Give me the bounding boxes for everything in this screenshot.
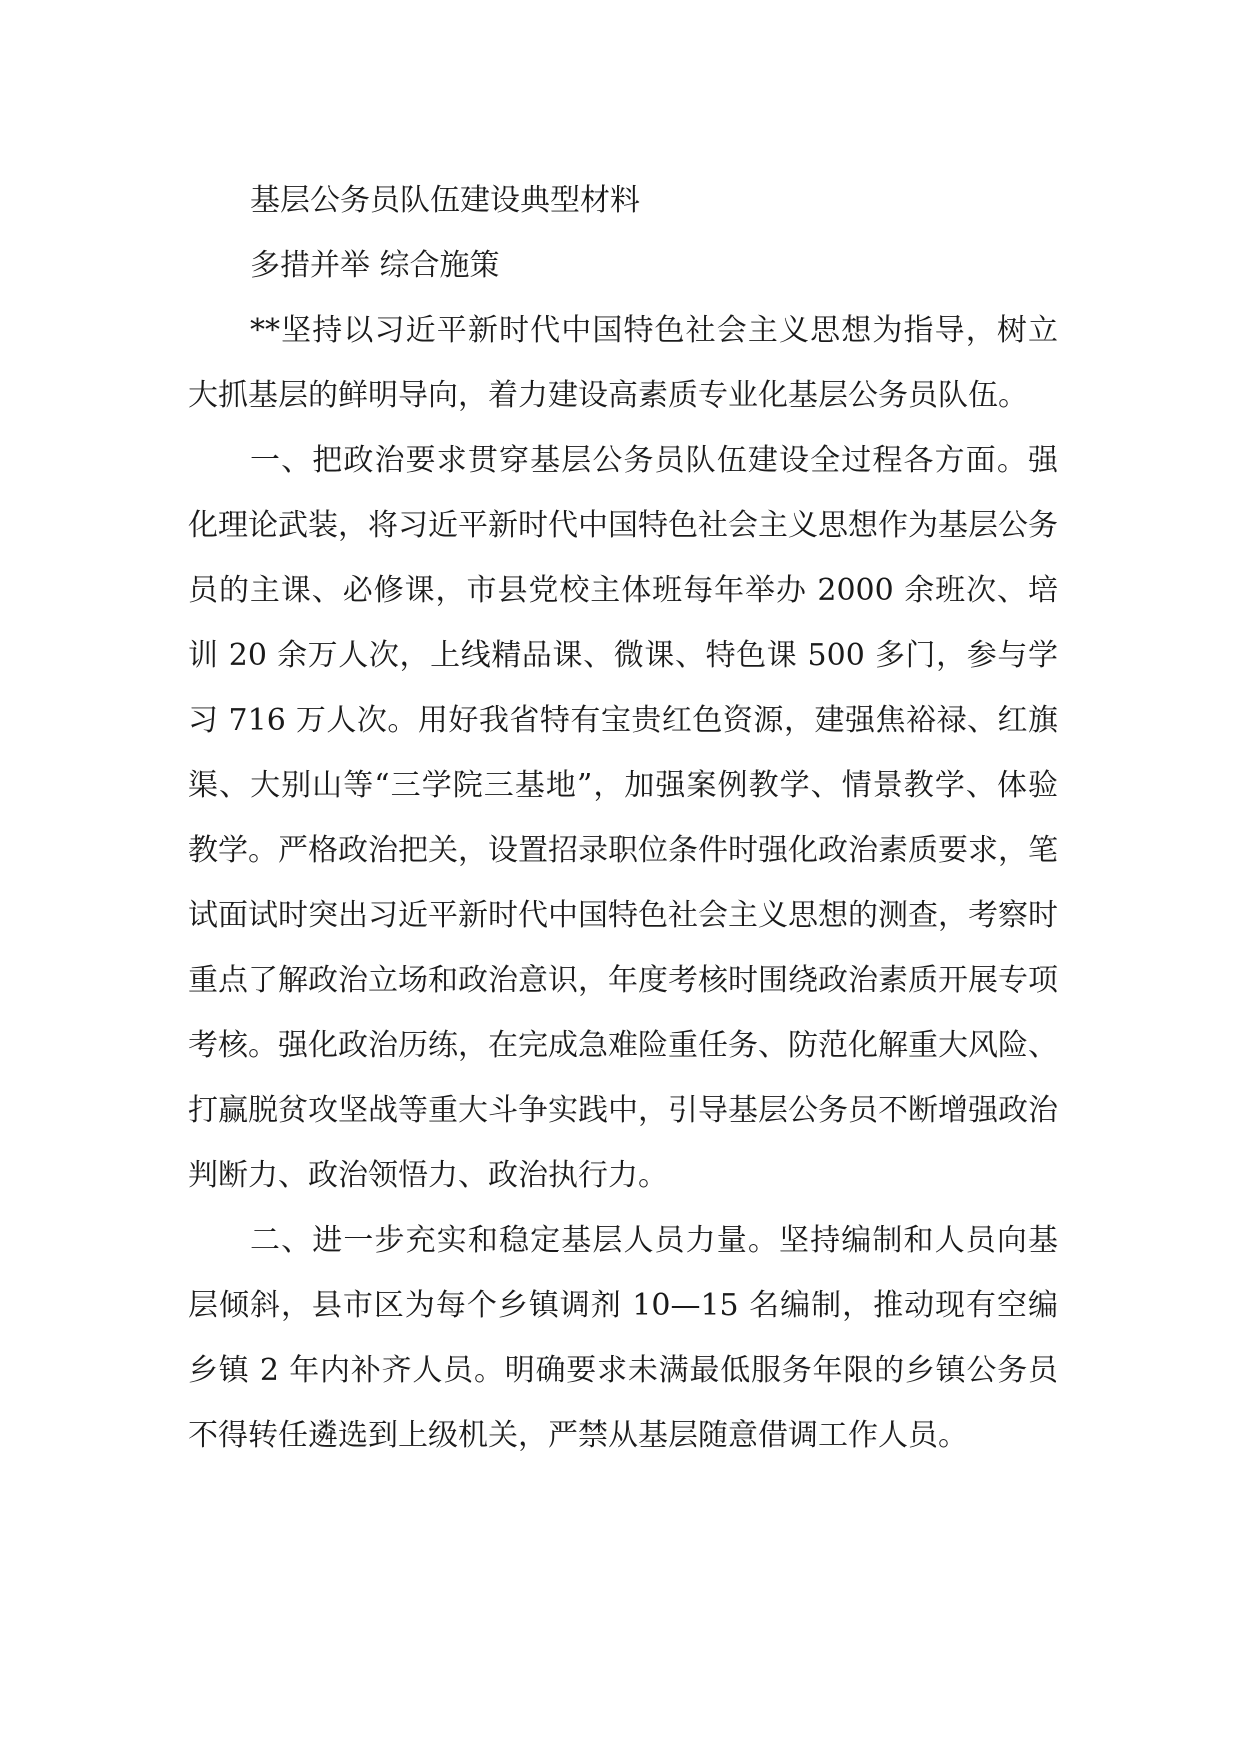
document-title: 基层公务员队伍建设典型材料 xyxy=(250,183,640,218)
section-one-paragraph: 一、把政治要求贯穿基层公务员队伍建设全过程各方面。强化理论武装，将习近平新时代中国特色社会主义思想作为基层公务员的主课、必修课，市县党校主体班每年举办 2000 余班次、培训 20 余万人次，上线精品课、微课、特色课 500 多门，参与学习 716 万人次。用好我省特有宝贵红色资源，建强焦裕禄、红旗渠、大别山等“三学院三基地”，加强案例教学、情景教学、体验教学。严格政治把关，设置招录职位条件时强化政治素质要求，笔试面试时突出习近平新时代中国特色社会主义思想的测查，考察时重点了解政治立场和政治意识，年度考核时围绕政治素质开展专项考核。强化政治历练，在完成急难险重任务、防范化解重大风险、打赢脱贫攻坚战等重大斗争实践中，引导基层公务员不断增强政治判断力、政治领悟力、政治执行力。 xyxy=(188,443,1058,1193)
section-two-paragraph: 二、进一步充实和稳定基层人员力量。坚持编制和人员向基层倾斜，县市区为每个乡镇调剂 10—15 名编制，推动现有空编乡镇 2 年内补齐人员。明确要求未满最低服务年限的乡镇公务员不得转任遴选到上级机关，严禁从基层随意借调工作人员。 xyxy=(188,1223,1058,1453)
intro-paragraph: **坚持以习近平新时代中国特色社会主义思想为指导，树立大抓基层的鲜明导向，着力建设高素质专业化基层公务员队伍。 xyxy=(188,313,1058,413)
document-body xyxy=(188,168,1058,1468)
document-subtitle: 多措并举 综合施策 xyxy=(250,248,500,283)
